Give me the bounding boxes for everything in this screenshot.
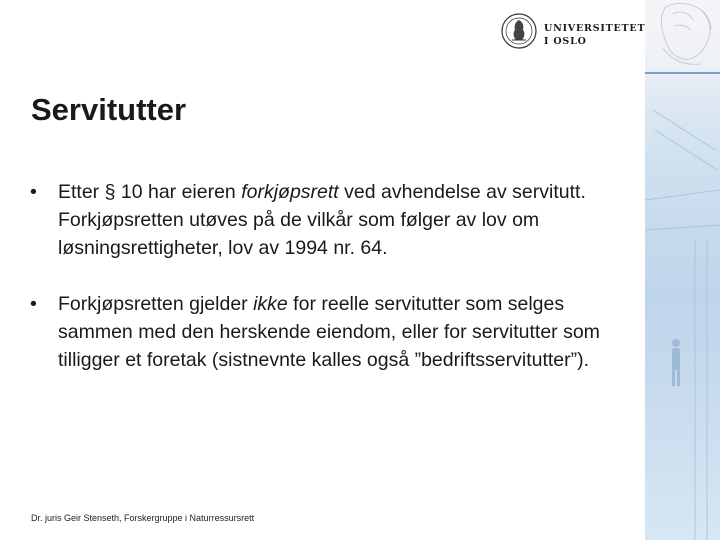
decorative-side-panel: [645, 0, 720, 540]
bullet-text-italic: ikke: [253, 293, 288, 315]
bullet-item: [30, 290, 620, 374]
bullet-text-before: Etter § 10 har eieren: [58, 181, 242, 203]
bullet-item: [30, 178, 620, 262]
bullet-text-italic: forkjøpsrett: [241, 181, 339, 203]
bullet-text-after: ved avhendelse av servitutt. Forkjøpsretten utøves på de vilkår som følger av lov om løsningsrettigheter, lov av 1994 nr. 64.: [58, 181, 586, 259]
bullet-list: [30, 178, 620, 374]
bullet-text-before: Forkjøpsretten gjelder: [58, 293, 254, 315]
statue-illustration: [645, 0, 720, 540]
university-seal-icon: [500, 12, 538, 50]
bullet-text-after: for reelle servitutter som selges sammen med den herskende eiendom, eller for servitutter som tilligger et foretak (sistnevnte kalles også ”bedriftsservitutter”).: [58, 293, 600, 371]
bullet-marker: •: [30, 181, 37, 203]
side-divider-line: [645, 72, 720, 74]
logo-text-line2: I OSLO: [544, 36, 587, 47]
university-logo: [500, 12, 646, 52]
slide-footer: Dr. juris Geir Stenseth, Forskergruppe i Naturressursrett: [31, 513, 255, 523]
slide-title: Servitutter: [31, 92, 187, 127]
logo-text-line1: UNIVERSITETET: [544, 23, 646, 34]
bullet-marker: •: [30, 293, 37, 315]
